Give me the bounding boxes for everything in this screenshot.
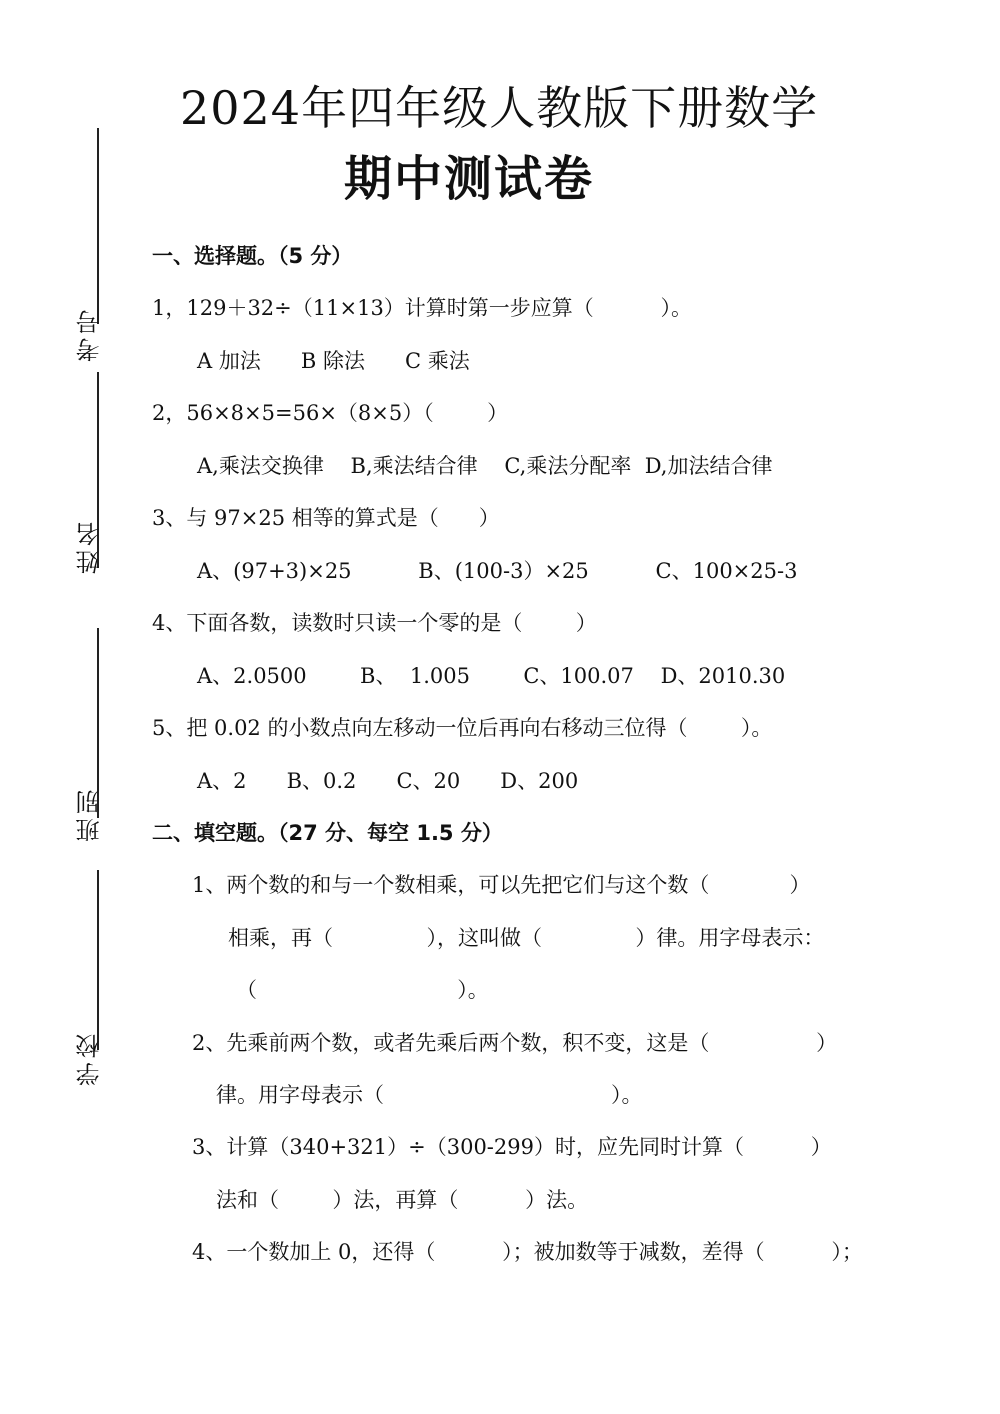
- fill-1-line-3: （ ）。: [236, 978, 489, 1002]
- document-subtitle: 期中测试卷: [344, 151, 595, 207]
- fill-3-line-1: 3、计算（340+321）÷（300-299）时，应先同时计算（ ）: [192, 1135, 832, 1159]
- class-label: 班别: [76, 786, 104, 842]
- section2-heading: 二、填空题。（27 分、每空 1.5 分）: [152, 821, 503, 845]
- question-2-options: A,乘法交换律 B,乘法结合律 C,乘法分配率 D,加法结合律: [197, 454, 773, 478]
- question-1-options: A 加法 B 除法 C 乘法: [197, 349, 470, 373]
- exam-no-blank: [97, 128, 99, 324]
- question-1-stem: 1，129＋32÷（11×13）计算时第一步应算（ ）。: [152, 296, 693, 320]
- question-5-stem: 5、把 0.02 的小数点向左移动一位后再向右移动三位得（ ）。: [152, 716, 773, 740]
- question-4-stem: 4、下面各数，读数时只读一个零的是（ ）: [152, 611, 597, 635]
- fill-4-line-1: 4、一个数加上 0，还得（ ）；被加数等于减数，差得（ ）；: [192, 1240, 863, 1264]
- question-3-options: A、(97+3)×25 B、(100-3）×25 C、100×25-3: [197, 559, 798, 583]
- section1-heading: 一、选择题。（5 分）: [152, 244, 353, 268]
- fill-3-line-2: 法和（ ）法，再算（ ）法。: [216, 1188, 589, 1212]
- question-3-stem: 3、与 97×25 相等的算式是（ ）: [152, 506, 500, 530]
- question-5-options: A、2 B、0.2 C、20 D、200: [197, 769, 579, 793]
- fill-1-line-1: 1、两个数的和与一个数相乘，可以先把它们与这个数（ ）: [192, 873, 811, 897]
- document-title: 2024年四年级人教版下册数学: [180, 81, 819, 135]
- question-4-options: A、2.0500 B、 1.005 C、100.07 D、2010.30: [197, 664, 786, 688]
- school-blank: [97, 870, 99, 1050]
- question-2-stem: 2，56×8×5=56×（8×5）（ ）: [152, 401, 509, 425]
- name-label: 姓名: [76, 518, 104, 574]
- fill-1-line-2: 相乘，再（ ），这叫做（ ）律。用字母表示：: [228, 926, 825, 950]
- school-label: 学校: [76, 1030, 104, 1086]
- exam-no-label: 考号: [76, 306, 104, 362]
- fill-2-line-2: 律。用字母表示（ ）。: [216, 1083, 643, 1107]
- fill-2-line-1: 2、先乘前两个数，或者先乘后两个数，积不变，这是（ ）: [192, 1031, 838, 1055]
